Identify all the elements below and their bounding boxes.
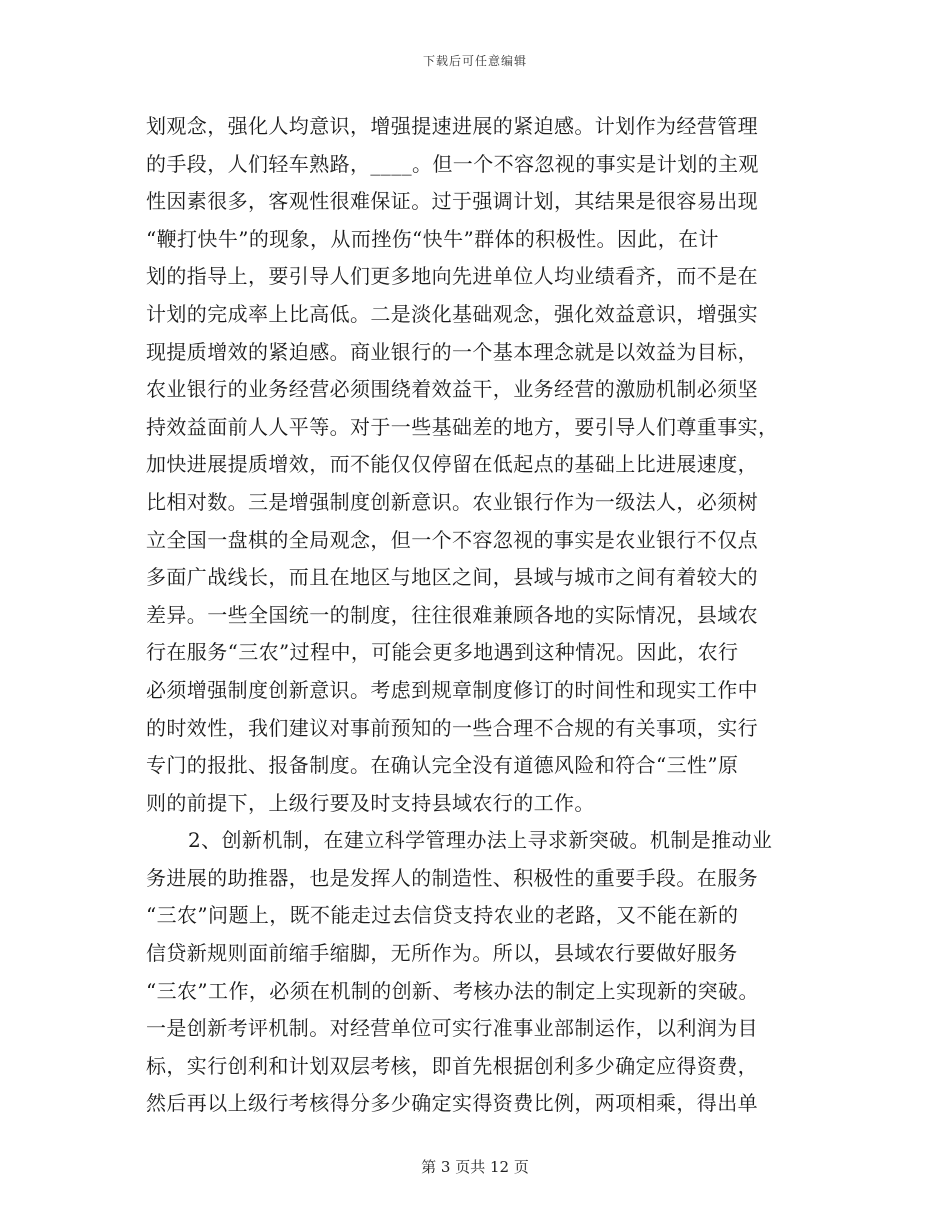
text-line: 多面广战线长，而且在地区与地区之间，县域与城市之间有着较大的 (146, 565, 758, 590)
text-line: 专门的报批、报备制度。在确认完全没有道德风险和符合“三性”原 (146, 753, 739, 778)
text-line: 现提质增效的紧迫感。商业银行的一个基本理念就是以效益为目标， (146, 339, 758, 364)
text-line: 划的指导上，要引导人们更多地向先进单位人均业绩看齐，而不是在 (146, 264, 758, 289)
document-body (146, 108, 802, 1123)
text-line: 务进展的助推器，也是发挥人的制造性、积极性的重要手段。在服务 (146, 865, 758, 890)
text-line: 计划的完成率上比高低。二是淡化基础观念，强化效益意识，增强实 (146, 301, 758, 326)
text-line: 必须增强制度创新意识。考虑到规章制度修订的时间性和现实工作中 (146, 677, 758, 702)
text-line: “三农”工作，必须在机制的创新、考核办法的制定上实现新的突破。 (146, 978, 759, 1003)
text-line: 的时效性，我们建议对事前预知的一些合理不合规的有关事项，实行 (146, 715, 758, 740)
text-line: 标，实行创利和计划双层考核，即首先根据创利多少确定应得资费， (146, 1053, 758, 1078)
text-line: 然后再以上级行考核得分多少确定实得资费比例，两项相乘，得出单 (146, 1091, 758, 1116)
text-line: 持效益面前人人平等。对于一些基础差的地方，要引导人们尊重事实， (146, 414, 779, 439)
text-line: 信贷新规则面前缩手缩脚，无所作为。所以，县域农行要做好服务 (146, 941, 738, 966)
text-line: 差异。一些全国统一的制度，往往很难兼顾各地的实际情况，县域农 (146, 602, 758, 627)
text-line: 农业银行的业务经营必须围绕着效益干，业务经营的激励机制必须坚 (146, 377, 758, 402)
page-number: 第 3 页共 12 页 (421, 1158, 529, 1176)
text-line: 性因素很多，客观性很难保证。过于强调计划，其结果是很容易出现 (146, 189, 758, 214)
text-line: 立全国一盘棋的全局观念，但一个不容忽视的事实是农业银行不仅点 (146, 527, 758, 552)
text-line: 一是创新考评机制。对经营单位可实行准事业部制运作，以利润为目 (146, 1016, 758, 1041)
text-line: 则的前提下，上级行要及时支持县域农行的工作。 (146, 790, 595, 815)
page-header: 下载后可任意编辑 (422, 54, 527, 68)
text-line: 加快进展提质增效，而不能仅仅停留在低起点的基础上比进展速度， (146, 452, 758, 477)
text-line: 划观念，强化人均意识，增强提速进展的紧迫感。计划作为经营管理 (146, 114, 758, 138)
text-line: “鞭打快牛”的现象，从而挫伤“快牛”群体的积极性。因此，在计 (146, 226, 719, 251)
text-line: “三农”问题上，既不能走过去信贷支持农业的老路，又不能在新的 (146, 903, 739, 928)
text-line: 行在服务“三农”过程中，可能会更多地遇到这种情况。因此，农行 (146, 640, 739, 665)
text-line: 的手段，人们轻车熟路，____。但一个不容忽视的事实是计划的主观 (146, 151, 759, 176)
text-line: 比相对数。三是增强制度创新意识。农业银行作为一级法人，必须树 (146, 489, 758, 514)
paragraph-start-line: 2、创新机制，在建立科学管理办法上寻求新突破。机制是推动业 (188, 828, 773, 853)
